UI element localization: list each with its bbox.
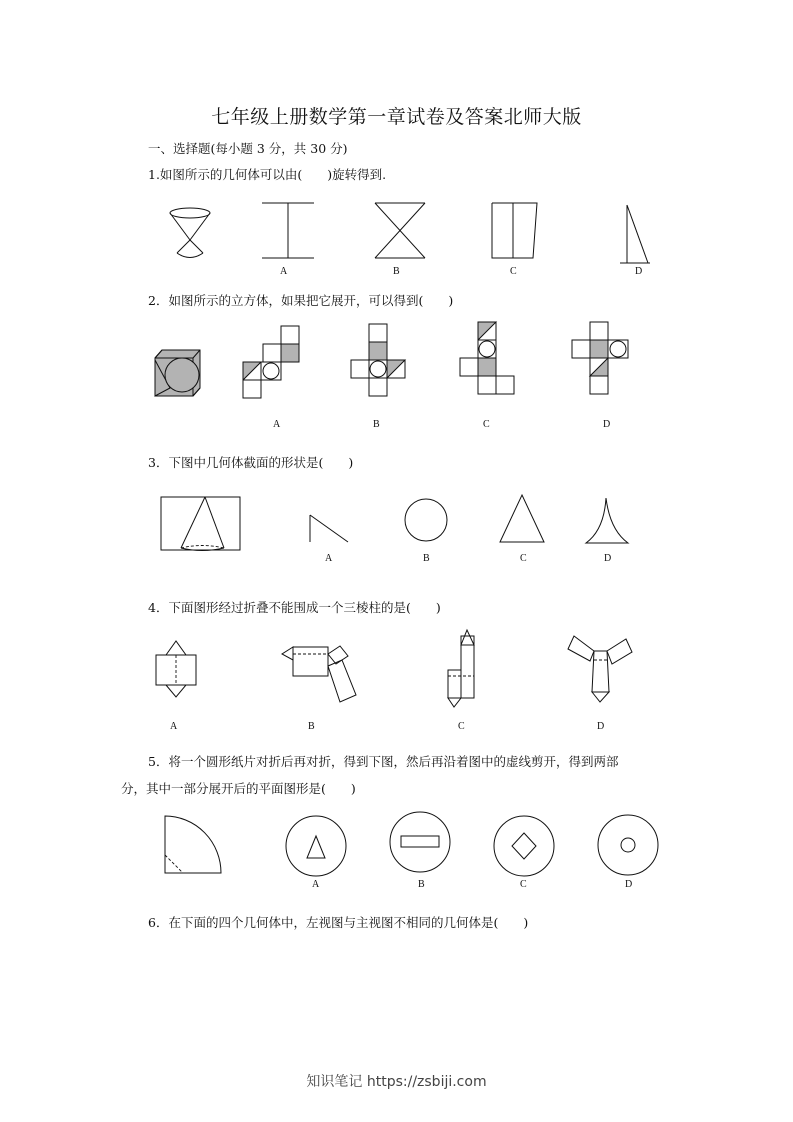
- q1-option-a-label: A: [280, 266, 288, 277]
- q5-option-c-figure: [494, 816, 554, 876]
- q1-option-c-label: C: [510, 266, 517, 277]
- q1-option-b-label: B: [393, 266, 400, 277]
- question-3-text: 3．下图中几何体截面的形状是( ): [148, 455, 354, 470]
- q5-option-d-label: D: [625, 879, 633, 890]
- question-6-text: 6．在下面的四个几何体中，左视图与主视图不相同的几何体是( ): [148, 915, 529, 930]
- q4-option-b-label: B: [308, 721, 315, 732]
- question-1-text: 1.如图所示的几何体可以由( )旋转得到.: [148, 167, 387, 182]
- q5-option-c-label: C: [520, 879, 527, 890]
- q2-option-d-label: D: [603, 419, 611, 430]
- q3-option-c-label: C: [520, 553, 527, 564]
- footer-watermark: 知识笔记 https://zsbiji.com: [306, 1074, 487, 1090]
- q5-folded-paper-figure: [165, 816, 221, 873]
- question-4-text: 4．下面图形经过折叠不能围成一个三棱柱的是( ): [148, 600, 441, 615]
- section-heading: 一、选择题(每小题 3 分，共 30 分): [148, 141, 348, 156]
- q5-option-a-label: A: [312, 879, 320, 890]
- q5-option-a-figure: [286, 816, 346, 876]
- q4-option-d-label: D: [597, 721, 605, 732]
- q4-option-a-label: A: [170, 721, 178, 732]
- q2-option-b-label: B: [373, 419, 380, 430]
- q3-option-d-label: D: [604, 553, 612, 564]
- q2-option-c-label: C: [483, 419, 490, 430]
- page-title: 七年级上册数学第一章试卷及答案北师大版: [211, 106, 582, 128]
- q1-option-d-label: D: [635, 266, 643, 277]
- question-2-text: 2．如图所示的立方体，如果把它展开，可以得到( ): [148, 293, 454, 308]
- question-5-text-line-1: 5．将一个圆形纸片对折后再对折，得到下图，然后再沿着图中的虚线剪开，得到两部: [148, 754, 619, 769]
- q5-option-b-figure: [390, 812, 450, 872]
- q5-option-b-label: B: [418, 879, 425, 890]
- q3-option-b-label: B: [423, 553, 430, 564]
- q5-option-d-figure: [598, 815, 658, 875]
- q4-option-c-label: C: [458, 721, 465, 732]
- question-5-text-line-2: 分，其中一部分展开后的平面图形是( ): [121, 781, 356, 796]
- q2-option-a-label: A: [273, 419, 281, 430]
- q3-option-a-label: A: [325, 553, 333, 564]
